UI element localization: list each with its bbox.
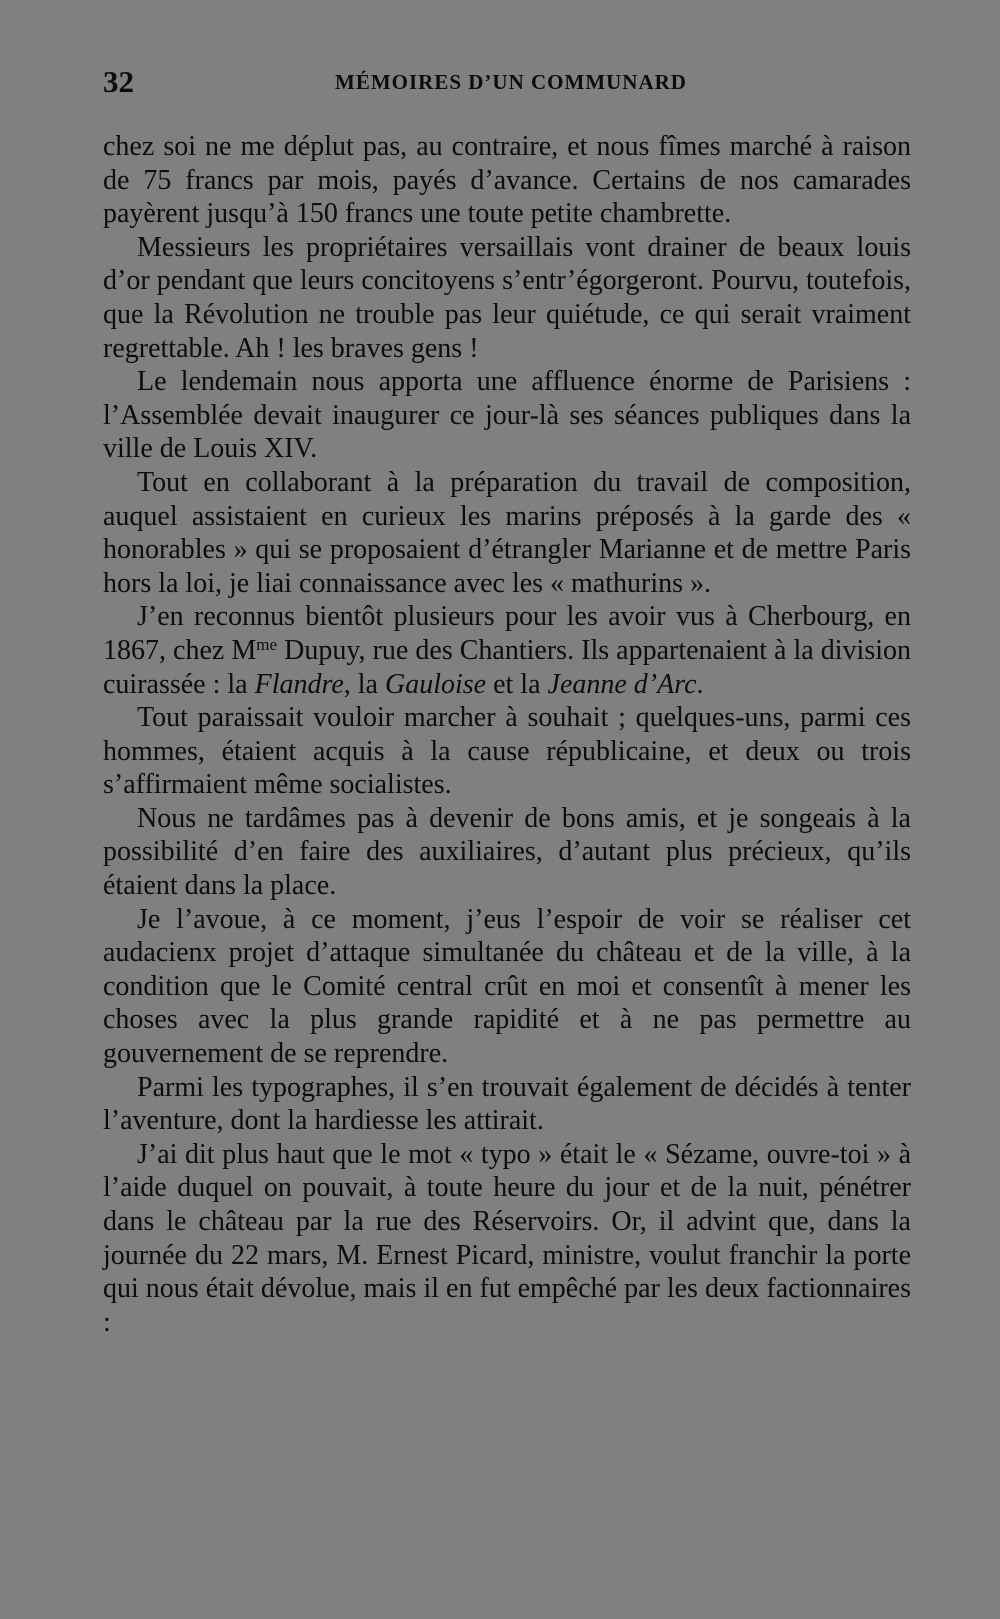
paragraph-5-part-c: , la [343, 668, 385, 700]
page-number: 32 [103, 64, 134, 99]
paragraph-9: Parmi les typographes, il s’en trouvait également de décidés à tenter l’aventure, dont la hardiesse les attirait. [103, 1071, 911, 1137]
paragraph-10: J’ai dit plus haut que le mot « typo » était le « Sézame, ouvre-toi » à l’aide duquel on pouvait, à toute heure du jour et de la nuit, pénétrer dans le château par la rue des Réservoirs. Or, il advint que, dans la journée du 22 mars, M. Ernest Picard, ministre, voulut franchir la porte qui nous était dévolue, mais il en fut empêché par les deux factionnaires : [103, 1138, 911, 1338]
paragraph-4: Tout en collaborant à la préparation du travail de composition, auquel assistaient en curieux les marins préposés à la garde des « honorables » qui se proposaient d’étrangler Marianne et de mettre Paris hors la loi, je liai connaissance avec les « mathurins ». [103, 466, 911, 599]
paragraph-2: Messieurs les propriétaires versaillais vont drainer de beaux louis d’or pendant que leurs concitoyens s’entr’égorgeront. Pourvu, toutefois, que la Révolution ne trouble pas leur quiétude, ce qui serait vraiment regrettable. Ah ! les braves gens ! [103, 231, 911, 364]
madame-abbreviation-superscript: me [256, 634, 278, 654]
page-header [103, 62, 911, 102]
paragraph-5-part-d: et la [486, 668, 548, 700]
running-title: MÉMOIRES D’UN COMMUNARD [335, 70, 687, 94]
paragraph-5-part-e: . [696, 668, 704, 700]
paragraph-6: Tout paraissait vouloir marcher à souhait ; quelques-uns, parmi ces hommes, étaient acquis à la cause républicaine, et deux ou trois s’affirmaient même socialistes. [103, 702, 911, 801]
paragraph-5-part-a: J’en reconnus bientôt plusieurs pour les avoir vus à Cherbourg, en 1867, chez M [103, 601, 911, 666]
ship-name-gauloise: Gauloise [384, 668, 487, 700]
paragraph-5-part-b: Dupuy, rue des Chantiers. Ils appartenaient à la division cuirassée : la [103, 634, 911, 700]
paragraph-8: Je l’avoue, à ce moment, j’eus l’espoir de voir se réaliser cet audacienx projet d’attaque simultanée du château et de la ville, à la condition que le Comité central crût en moi et consentît à mener les choses avec la plus grande rapidité et à ne pas permettre au gouvernement de se reprendre. [103, 903, 911, 1070]
paragraph-3: Le lendemain nous apporta une affluence énorme de Parisiens : l’Assemblée devait inaugurer ce jour-là ses séances publiques dans la ville de Louis XIV. [103, 366, 911, 465]
paragraph-5 [103, 600, 911, 701]
ship-name-jeanne-d-arc: Jeanne d’Arc [547, 668, 697, 700]
paragraph-1: chez soi ne me déplut pas, au contraire, et nous fîmes marché à raison de 75 francs par mois, payés d’avance. Certains de nos camarades payèrent jusqu’à 150 francs une toute petite chambrette. [103, 131, 911, 230]
ship-name-flandre: Flandre [254, 668, 344, 700]
paragraph-7: Nous ne tardâmes pas à devenir de bons amis, et je songeais à la possibilité d’en faire des auxiliaires, d’autant plus précieux, qu’ils étaient dans la place. [103, 802, 911, 902]
body-text [103, 130, 911, 1339]
